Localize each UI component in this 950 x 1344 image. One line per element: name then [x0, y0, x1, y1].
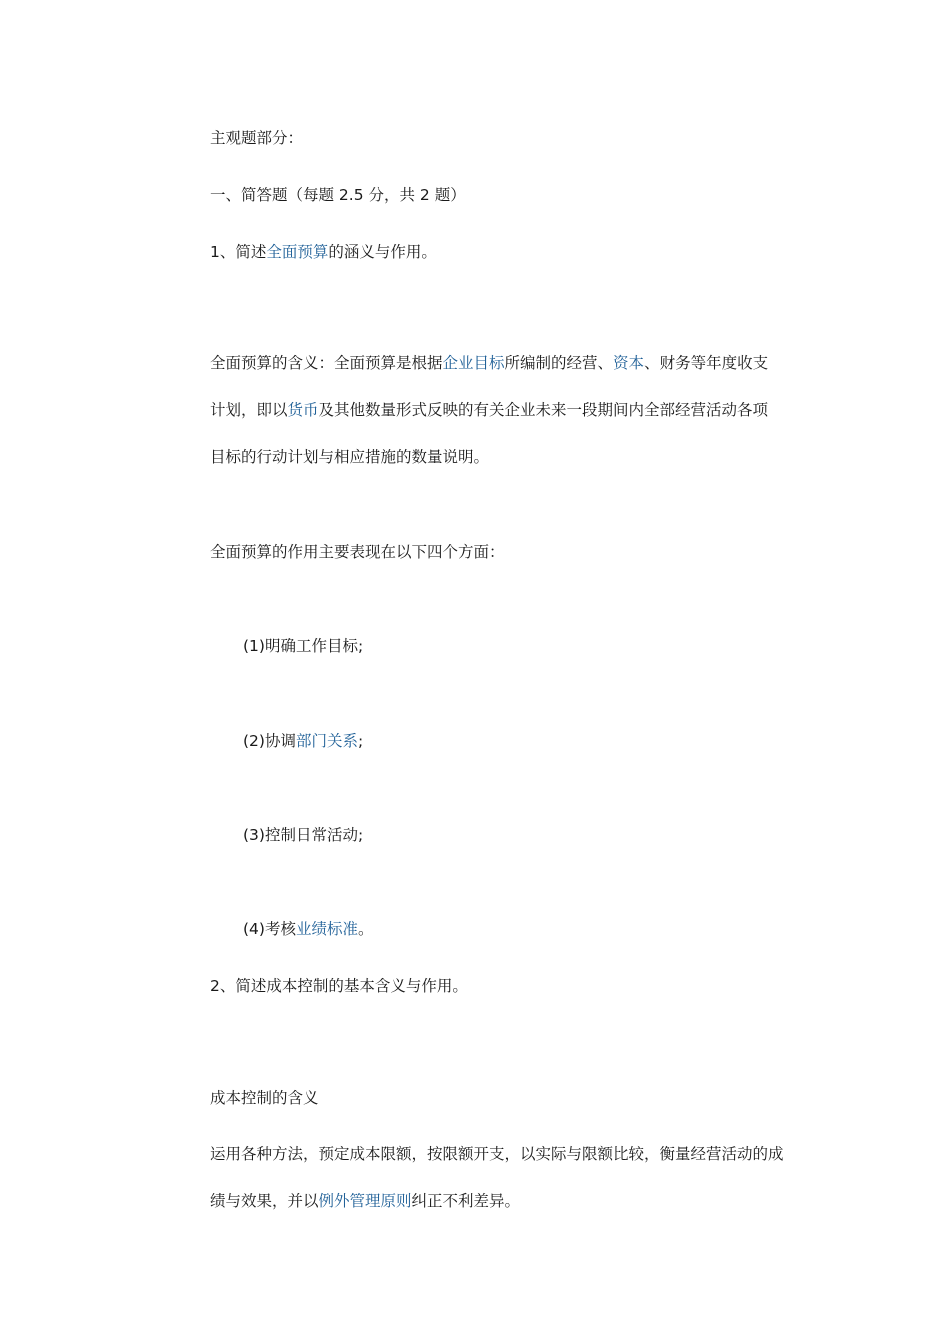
q1-prefix: 1、简述 [210, 243, 267, 261]
meaning-text: 及其他数量形式反映的有关企业未来一段期间内全部经营活动各项 [318, 401, 769, 419]
cost-line-1: 运用各种方法，预定成本限额，按限额开支，以实际与限额比较，衡量经营活动的成 [210, 1145, 784, 1163]
link-liwai-guanli-yuanze[interactable]: 例外管理原则 [318, 1192, 412, 1210]
link-yeji-biaozhun[interactable]: 业绩标准 [295, 920, 358, 938]
roles-intro: 全面预算的作用主要表现在以下四个方面： [210, 543, 505, 561]
meaning-text: 、财务等年度收支 [644, 354, 769, 372]
link-huobi[interactable]: 货币 [287, 401, 319, 419]
role-text: (4)考核 [243, 920, 296, 938]
q1-suffix: 的涵义与作用。 [328, 243, 437, 261]
role-text: 。 [357, 920, 374, 938]
meaning-line-1 [210, 352, 768, 374]
question-heading: 一、简答题（每题 2.5 分，共 2 题） [210, 186, 466, 204]
meaning-text: 全面预算的含义：全面预算是根据 [210, 354, 443, 372]
cost-text: 绩与效果，并以 [210, 1192, 319, 1210]
role-item-3: (3)控制日常活动; [243, 826, 364, 844]
role-text: ; [357, 732, 364, 750]
cost-line-2 [210, 1190, 520, 1212]
question-2: 2、简述成本控制的基本含义与作用。 [210, 977, 468, 995]
meaning-line-3: 目标的行动计划与相应措施的数量说明。 [210, 448, 490, 466]
meaning-text: 计划，即以 [210, 401, 288, 419]
role-item-4 [243, 918, 374, 940]
role-item-2 [243, 730, 363, 752]
cost-text: 纠正不利差异。 [411, 1192, 521, 1210]
question-1 [210, 241, 437, 263]
role-item-1: (1)明确工作目标; [243, 637, 364, 655]
link-quanmian-yusuan[interactable]: 全面预算 [266, 243, 329, 261]
role-text: (2)协调 [243, 732, 296, 750]
link-qiye-mubiao[interactable]: 企业目标 [442, 354, 505, 372]
cost-title: 成本控制的含义 [210, 1089, 319, 1107]
section-title: 主观题部分： [210, 129, 304, 147]
meaning-text: 所编制的经营、 [504, 354, 614, 372]
link-ziben[interactable]: 资本 [613, 354, 645, 372]
meaning-line-2 [210, 399, 768, 421]
link-bumen-guanxi[interactable]: 部门关系 [295, 732, 358, 750]
